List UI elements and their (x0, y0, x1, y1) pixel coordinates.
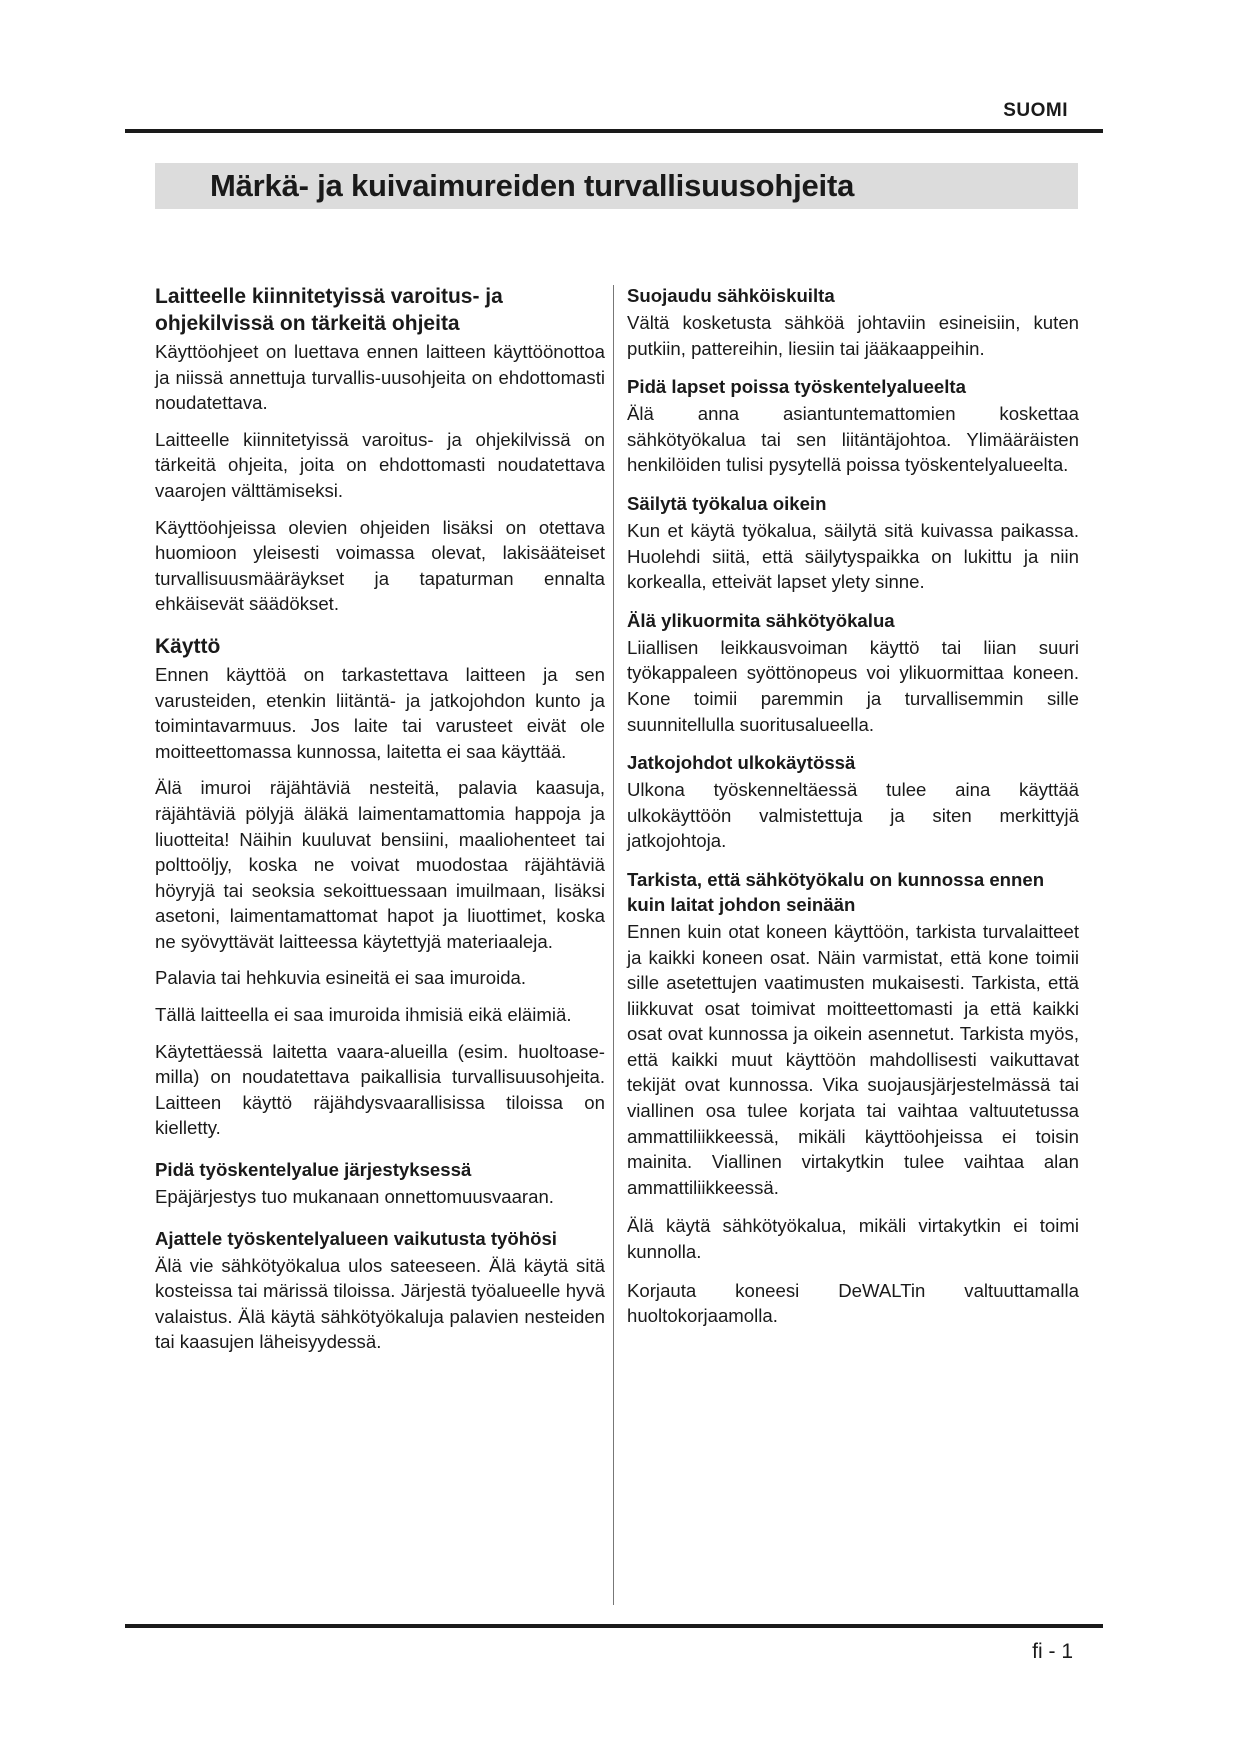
language-label: SUOMI (1003, 100, 1068, 121)
paragraph: Käytettäessä laitetta vaara-alueilla (esim. huoltoase-milla) on noudatettava paikallisia turvallisuusohjeita. Laitteen käyttö räjähdysvaarallisissa tiloissa on kielletty. (155, 1040, 605, 1139)
left-column (155, 283, 605, 1366)
paragraph: Älä käytä sähkötyökalua, mikäli virtakytkin ei toimi kunnolla. (627, 1215, 1079, 1263)
right-column (627, 283, 1079, 1342)
paragraph: Älä vie sähkötyökalua ulos sateeseen. Älä käytä sitä kosteissa tai märissä tiloissa. Järjestä työalueelle hyvä valaistus. Älä käytä sähkötyökaluja palavien nesteiden tai kaasujen läheisyydessä. (155, 1254, 605, 1353)
section-heading-work-area: Ajattele työskentelyalueen vaikutusta työhösi (155, 1227, 557, 1249)
paragraph: Älä imuroi räjähtäviä nesteitä, palavia kaasuja, räjähtäviä pölyjä äläkä laimentamattomia happoja ja liuotteita! Näihin kuuluvat bensiini, maaliohenteet tai polttoöljy, koska ne voivat muodostaa räjähtäviä höyryjä tai seoksia sekoittuessaan imuilmaan, lisäksi asetoni, laimentamattomat hapot ja liuottimet, koska ne syövyttävät laitteessa käytettyjä materiaaleja. (155, 777, 605, 952)
paragraph: Käyttöohjeet on luettava ennen laitteen käyttöönottoa ja niissä annettuja turvallis-uusohjeita on ehdottomasti noudatettava. (155, 341, 605, 414)
paragraph: Ennen käyttöä on tarkastettava laitteen ja sen varusteiden, etenkin liitäntä- ja jatkojohdon kunto ja toimintavarmuus. Jos laite tai varusteet eivät ole moitteettomassa kunnossa, laitetta ei saa käyttää. (155, 663, 605, 762)
paragraph: Tällä laitteella ei saa imuroida ihmisiä eikä eläimiä. (155, 1004, 572, 1026)
paragraph: Kun et käytä työkalua, säilytä sitä kuivassa paikassa. Huolehdi siitä, että säilytyspaikka on lukittu ja niin korkealla, etteivät lapset ylety sinne. (627, 519, 1079, 593)
section-heading-usage: Käyttö (155, 634, 221, 658)
paragraph: Epäjärjestys tuo mukanaan onnettomuusvaaran. (155, 1186, 554, 1208)
paragraph: Palavia tai hehkuvia esineitä ei saa imuroida. (155, 967, 527, 989)
section-heading-warning-labels: Laitteelle kiinnitetyissä varoitus- ja ohjekilvissä on tärkeitä ohjeita (155, 285, 503, 335)
header-rule (125, 129, 1103, 133)
section-heading-extension-cords: Jatkojohdot ulkokäytössä (627, 752, 856, 774)
paragraph: Laitteelle kiinnitetyissä varoitus- ja ohjekilvissä on tärkeitä ohjeita, joita on ehdottomasti noudatettava vaarojen välttämiseksi. (155, 428, 605, 501)
paragraph: Liiallisen leikkausvoiman käyttö tai liian suuri työkappaleen syöttönopeus voi ylikuormittaa koneen. Kone toimii paremmin ja turvallisemmin sille suunnitellulla suoritusalueella. (627, 636, 1079, 735)
paragraph: Vältä kosketusta sähköä johtaviin esineisiin, kuten putkiin, pattereihin, liesiin tai jääkaappeihin. (627, 312, 1079, 359)
section-heading-children: Pidä lapset poissa työskentelyalueelta (627, 376, 966, 398)
paragraph: Käyttöohjeissa olevien ohjeiden lisäksi on otettava huomioon yleisesti voimassa olevat, lakisääteiset turvallisuusmääräykset ja tapaturman ennalta ehkäisevät säädökset. (155, 516, 605, 615)
page-title: Märkä- ja kuivaimureiden turvallisuusohjeita (210, 168, 855, 203)
column-divider (613, 285, 614, 1605)
page-number: fi - 1 (1032, 1640, 1073, 1663)
paragraph: Älä anna asiantuntemattomien koskettaa sähkötyökalua tai sen liitäntäjohtoa. Ylimääräisten henkilöiden tulisi pysytellä poissa työskentelyalueelta. (627, 403, 1079, 476)
paragraph: Ulkona työskenneltäessä tulee aina käyttää ulkokäyttöön valmistettuja ja siten merkittyjä jatkojohtoja. (627, 779, 1079, 852)
section-heading-keep-order: Pidä työskentelyalue järjestyksessä (155, 1159, 472, 1181)
section-heading-overload: Älä ylikuormita sähkötyökalua (627, 609, 895, 631)
title-banner (155, 163, 1078, 209)
section-heading-storage: Säilytä työkalua oikein (627, 492, 827, 514)
paragraph: Ennen kuin otat koneen käyttöön, tarkista turvalaitteet ja kaikki koneen osat. Näin varmistat, että kone toimii sille asetettujen vaatimusten mukaisesti. Tarkista, että liikkuvat osat toimivat moitteettomasti ja että kaikki osat ovat kunnossa ja oikein asennetut. Tarkista myös, että kaikki muut käyttöön mahdollisesti vaikuttavat tekijät ovat kunnossa. Vika suojausjärjestelmässä tai viallinen osa tulee korjata tai vaihtaa valtuutetussa ammattiliikkeessä, mikäli käyttöohjeissa ei toisin mainita. Viallinen virtakytkin tulee vaihtaa alan ammattiliikkeessä. (627, 920, 1079, 1198)
footer-rule (125, 1624, 1103, 1628)
section-heading-check-tool: Tarkista, että sähkötyökalu on kunnossa ennen kuin laitat johdon seinään (627, 868, 1045, 915)
paragraph: Korjauta koneesi DeWALTin valtuuttamalla huoltokorjaamolla. (627, 1279, 1079, 1327)
section-heading-electric-shock: Suojaudu sähköiskuilta (627, 285, 835, 306)
